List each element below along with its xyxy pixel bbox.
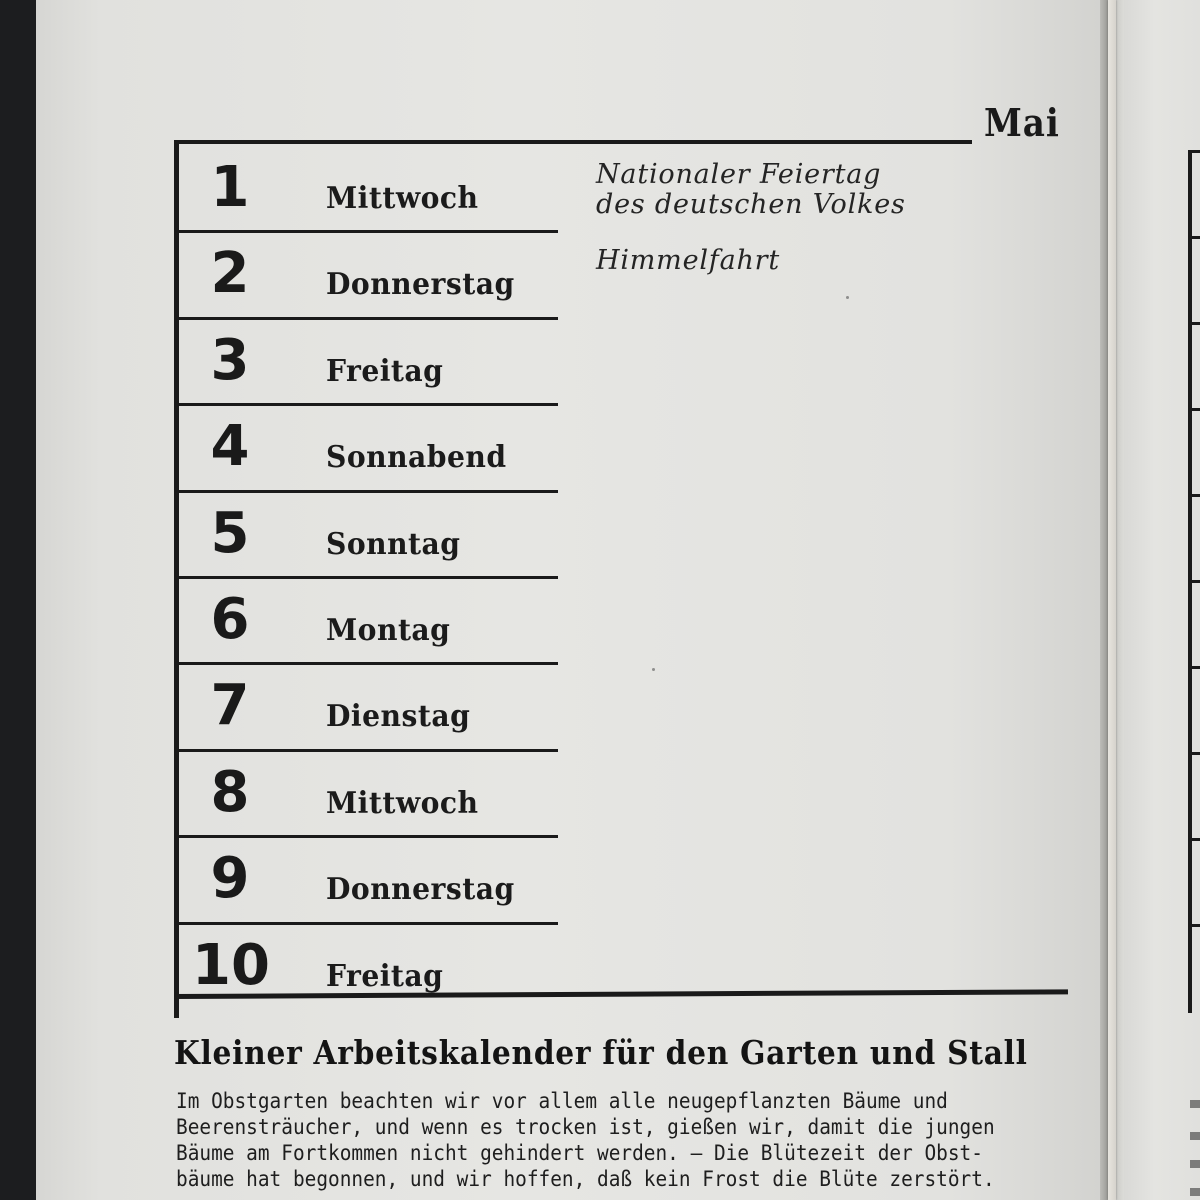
adjacent-text-fragment (1190, 1132, 1200, 1140)
weekday-name: Freitag (326, 353, 444, 389)
weekday-name: Sonntag (326, 526, 461, 562)
weekday-name: Montag (326, 613, 451, 648)
adjacent-row-divider (1192, 752, 1200, 755)
day-number: 2 (210, 241, 250, 307)
body-line: Bäume am Fortkommen nicht gehindert werden. — Die Blütezeit der Obst- (176, 1141, 983, 1165)
adjacent-row-divider (1192, 924, 1200, 927)
weekday-name: Mittwoch (326, 181, 479, 216)
weekday-name: Freitag (326, 958, 444, 994)
body-line: bäume hat begonnen, und wir hoffen, daß kein Frost die Blüte zerstört. (176, 1167, 995, 1191)
weekday-name: Mittwoch (326, 785, 479, 821)
adjacent-row-divider (1192, 322, 1200, 325)
adjacent-text-fragment (1190, 1160, 1200, 1168)
section-body (176, 1088, 1064, 1192)
binding-thread (1108, 0, 1116, 1200)
row-divider (178, 317, 558, 320)
month-title: Mai (984, 100, 1060, 145)
table-top-rule (174, 140, 972, 144)
section-title: Kleiner Arbeitskalender für den Garten und Stall (174, 1033, 1028, 1072)
day-number: 10 (192, 932, 270, 998)
row-divider (178, 662, 558, 665)
paper-speck (846, 296, 849, 299)
adjacent-text-fragment (1190, 1188, 1200, 1196)
adjacent-row-divider (1192, 408, 1200, 411)
body-line: Im Obstgarten beachten wir vor allem alle neugepflanzten Bäume und (176, 1089, 948, 1113)
holiday-note: Himmelfahrt (596, 245, 781, 277)
day-number: 5 (210, 500, 250, 566)
weekday-name: Donnerstag (326, 872, 515, 908)
weekday-name: Dienstag (326, 699, 471, 735)
adjacent-page (1124, 0, 1200, 1200)
weekday-name: Donnerstag (326, 267, 515, 303)
holiday-note: Nationaler Feiertag (596, 159, 882, 190)
adjacent-row-divider (1192, 580, 1200, 583)
adjacent-row-divider (1192, 838, 1200, 841)
day-number: 1 (210, 155, 250, 220)
adjacent-row-divider (1192, 236, 1200, 239)
day-number: 9 (210, 846, 250, 912)
day-number: 4 (210, 414, 250, 480)
day-number: 8 (210, 759, 250, 825)
row-divider (178, 749, 558, 752)
row-divider (178, 490, 558, 493)
paper-speck (652, 668, 655, 671)
adjacent-row-divider (1192, 666, 1200, 669)
row-divider (178, 576, 558, 579)
adjacent-row-divider (1192, 494, 1200, 497)
body-line: Beerensträucher, und wenn es trocken ist, gießen wir, damit die jungen (176, 1115, 995, 1139)
row-divider (178, 835, 558, 838)
day-number: 7 (210, 673, 250, 739)
row-divider (178, 403, 558, 406)
day-number: 6 (210, 587, 250, 652)
adjacent-text-fragment (1190, 1100, 1200, 1108)
row-divider (178, 922, 558, 925)
holiday-note: des deutschen Volkes (596, 189, 906, 220)
weekday-name: Sonnabend (326, 440, 507, 476)
day-number: 3 (210, 327, 250, 393)
table-left-rule (174, 140, 179, 1018)
row-divider (178, 230, 558, 233)
